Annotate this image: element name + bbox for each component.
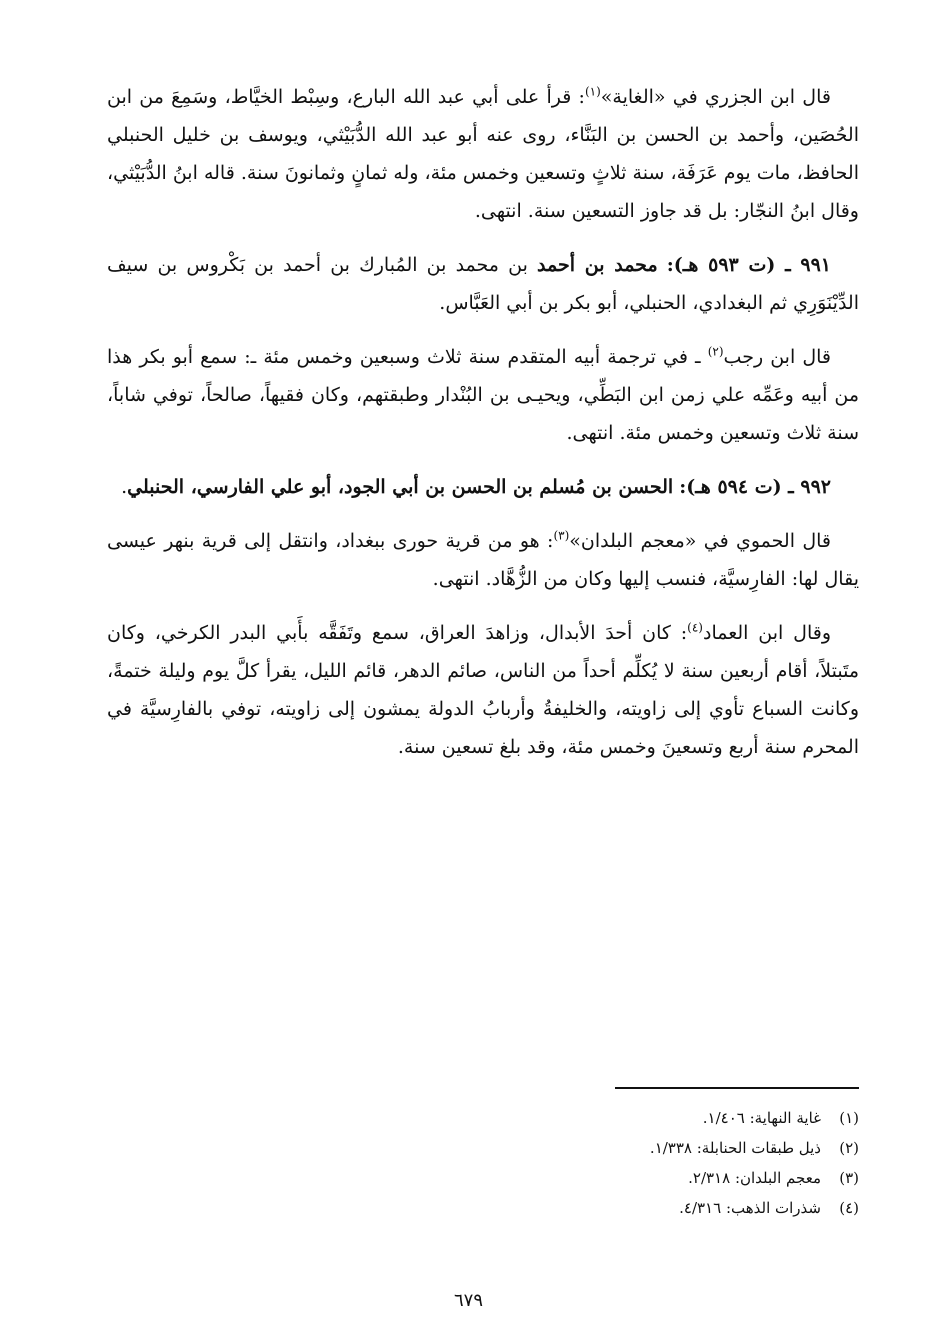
paragraph-text: ـ في ترجمة أبيه المتقدم سنة ثلاث وسبعين وخمس مئة ـ: سمع أبو بكر هذا من أبيه وعَمِّه علي زمن ابن البَطِّي، ويحيـى بن البُنْدار وطبقتهم، وكان فقيهاً، صالحاً، توفي شاباً، سنة ثلاث وتسعين وخمس مئة. انتهى. <box>107 346 859 444</box>
footnote-number: (٢) <box>839 1139 859 1157</box>
main-text <box>107 78 859 782</box>
entry-lineage: بن محمد بن المُبارك بن أحمد بن بَكْروس بن سيف الدِّيْنَوَرِي ثم البغدادي، الحنبلي، أبو بكر بن أبي العَبَّاس. <box>107 254 859 314</box>
paragraph-text: قال ابن الجزري في «الغاية» <box>600 86 831 108</box>
paragraph-text: : هو من قرية حورى ببغداد، وانتقل إلى قرية بنهر عيسى يقال لها: الفارِسيَّة، فنسب إليها وكان من الزُّهَّاد. انتهى. <box>107 530 859 590</box>
footnote-separator <box>615 1087 859 1089</box>
entry-number: ٩٩٢ ـ (ت ٥٩٤ هـ): <box>679 476 831 498</box>
footnote-item <box>359 1103 859 1133</box>
paragraph-text: : كان أحدَ الأبدال، وزاهدَ العراق، سمع وتَفَقَّه بأَبي البدر الكرخي، وكان متَبتلاً، أقام أربعين سنة لا يُكلِّم أحداً من الناس، صائم الدهر، قائم الليل، يقرأ كلَّ يوم وليلة ختمةً، وكانت السباع تأوي إلى زاويته، والخليفةُ وأربابُ الدولة يمشون إلى زاويته، توفي بالفارِسيَّة في المحرم سنة أربع وتسعينَ وخمس مئة، وقد بلغ تسعين سنة. <box>107 622 859 758</box>
paragraph-alhamawi <box>107 522 859 598</box>
footnote-text: غاية النهاية: ١/٤٠٦. <box>702 1109 821 1127</box>
paragraph-text: قال ابن رجب <box>723 346 831 368</box>
footnote-number: (٤) <box>839 1199 859 1217</box>
paragraph-ibn-aljazari <box>107 78 859 230</box>
entry-number: ٩٩١ ـ (ت ٥٩٣ هـ): <box>666 254 831 276</box>
footnote-text: معجم البلدان: ٢/٣١٨. <box>688 1169 821 1187</box>
paragraph-text: قال الحموي في «معجم البلدان» <box>569 530 831 552</box>
footnote-text: شذرات الذهب: ٤/٣١٦. <box>679 1199 821 1217</box>
footnote-text: ذيل طبقات الحنابلة: ١/٣٣٨. <box>649 1139 821 1157</box>
footnote-reference: (٤) <box>687 620 703 635</box>
paragraph-text: وقال ابن العماد <box>702 622 831 644</box>
paragraph-text: : قرأ على أبي عبد الله البارع، وسِبْط الخيَّاط، وسَمِعَ من ابن الحُصَين، وأحمد بن الحسن بن البَنَّاء، روى عنه أبو عبد الله الدُّبَيْثي، ويوسف بن خليل الحنبلي الحافظ، مات يوم عَرَفَة، سنة ثلاثٍ وتسعين وخمس مئة، وله ثمانٍ وثمانونَ سنة. قاله ابنُ الدُّبَيْثي، وقال ابنُ النجّار: بل قد جاوز التسعين سنة. انتهى. <box>107 86 859 222</box>
footnote-reference: (٣) <box>553 528 570 543</box>
footnote-item <box>359 1193 859 1223</box>
footnote-number: (١) <box>839 1109 859 1127</box>
footnote-reference: (٢) <box>707 344 724 359</box>
biography-entry-992 <box>107 468 859 506</box>
page-number: ٦٧٩ <box>453 1290 483 1311</box>
paragraph-ibn-alimad <box>107 614 859 766</box>
footnote-reference: (١) <box>584 84 601 99</box>
footnotes-list <box>359 1103 859 1223</box>
entry-name: محمد بن أحمد <box>537 254 658 276</box>
footnote-number: (٣) <box>839 1169 859 1187</box>
paragraph-ibn-rajab <box>107 338 859 452</box>
entry-name: الحسن بن مُسلم بن الحسن بن أبي الجود، أبو علي الفارسي، الحنبلي <box>127 476 674 498</box>
biography-entry-991 <box>107 246 859 322</box>
entry-lineage: . <box>121 476 128 498</box>
footnote-item <box>359 1163 859 1193</box>
footnote-item <box>359 1133 859 1163</box>
